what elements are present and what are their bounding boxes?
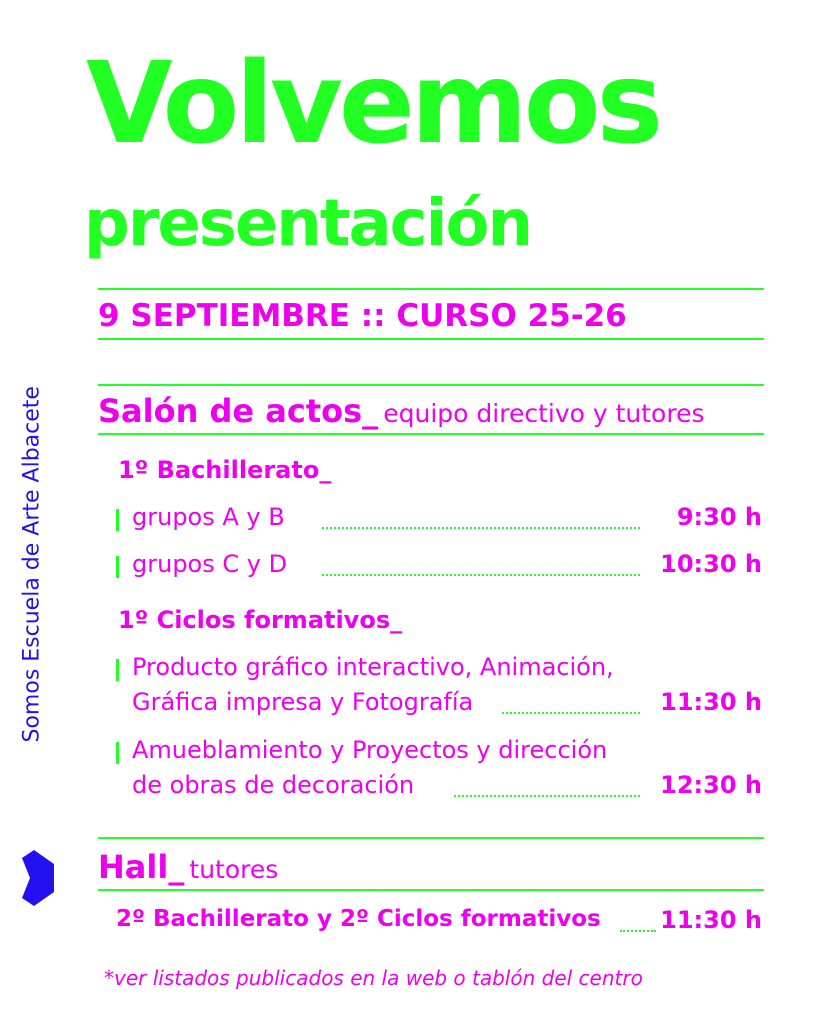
section-place: Hall_ [98,848,185,886]
divider [98,338,764,340]
bullet-bar [116,659,119,681]
dotted-leader [322,527,640,529]
bullet-bar [116,556,119,578]
list-item-continuation [116,771,762,805]
item-text-line2: de obras de decoración [132,771,415,799]
bullet-bar [116,509,119,531]
item-text-line1: Amueblamiento y Proyectos y dirección [132,736,608,764]
item-time: 12:30 h [660,771,762,799]
list-item [116,906,762,940]
item-text-line2: Gráfica impresa y Fotografía [132,688,474,716]
footnote: *ver listados publicados en la web o tablón del centro [104,966,643,990]
group-heading-bachillerato: 1º Bachillerato_ [118,456,332,484]
dotted-leader [454,795,640,797]
page-title: Volvemos [86,39,660,169]
item-time: 9:30 h [676,503,762,531]
sidebar-text: Somos Escuela de Arte Albacete [19,386,45,743]
list-item [116,653,762,687]
item-text: grupos C y D [132,550,288,578]
list-item-continuation [116,688,762,722]
divider [98,288,764,290]
heart-icon [20,850,56,906]
list-item [116,503,762,537]
bullet-bar [116,742,119,764]
section-place: Salón de actos_ [98,392,379,430]
divider [98,889,764,891]
item-time: 11:30 h [660,906,762,934]
section-hall-header [98,848,278,886]
item-text: grupos A y B [132,503,285,531]
item-text-line1: Producto gráfico interactivo, Animación, [132,653,614,681]
page-subtitle: presentación [84,187,532,261]
divider [98,837,764,839]
divider [98,433,764,435]
list-item [116,736,762,770]
item-text: 2º Bachillerato y 2º Ciclos formativos [116,906,601,932]
dotted-leader [502,712,640,714]
dotted-leader [322,574,640,576]
dotted-leader [620,930,656,932]
group-heading-ciclos: 1º Ciclos formativos_ [118,606,403,634]
section-salon-header [98,392,704,430]
list-item [116,550,762,584]
section-audience: tutores [189,855,279,884]
date-line: 9 SEPTIEMBRE :: CURSO 25-26 [98,298,627,334]
section-audience: equipo directivo y tutores [383,399,705,428]
item-time: 10:30 h [660,550,762,578]
item-time: 11:30 h [660,688,762,716]
divider [98,384,764,386]
